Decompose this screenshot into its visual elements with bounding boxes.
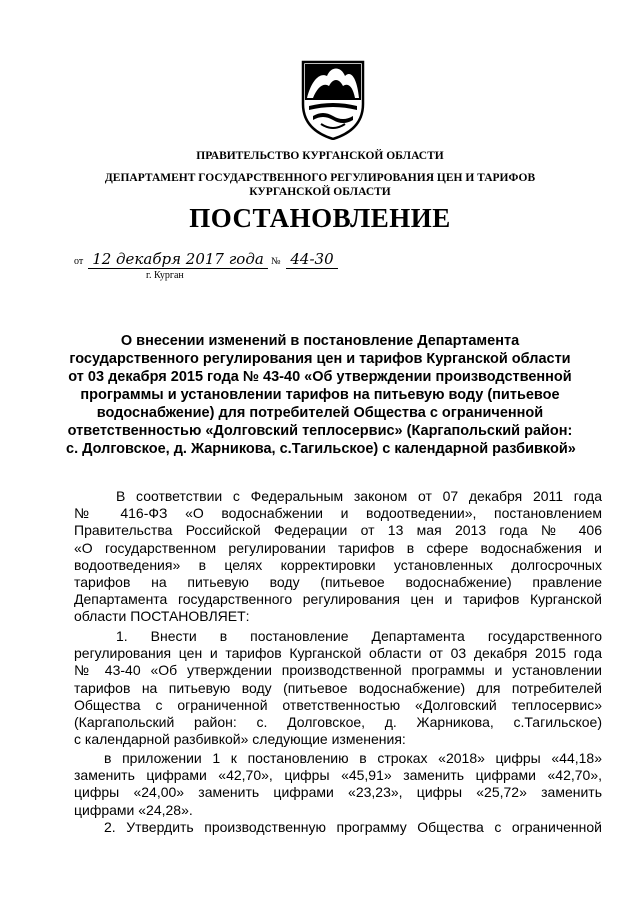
- title-line: государственного регулирования цен и тарифов Курганской области: [69, 351, 571, 367]
- date-number-line: [74, 250, 374, 286]
- title-line: ответственностью «Долговский теплосервис» (Каргапольский район:: [67, 423, 573, 439]
- item-1-subparagraph: [74, 750, 602, 819]
- title-line: с. Долговское, д. Жарникова, с.Тагильское) с календарной разбивкой»: [66, 441, 576, 457]
- text-line: заменить цифрами «42,70», цифры «45,91» заменить цифрами «42,70»,: [74, 767, 602, 784]
- text-line: водоотведения» в целях корректировки установленных долгосрочных: [74, 556, 602, 573]
- text-line: цифрами «24,28».: [74, 801, 193, 818]
- handwritten-date: 12 декабря 2017 года: [88, 250, 268, 269]
- text-line: Департамента государственного регулирования цен и тарифов Курганской: [74, 591, 602, 608]
- title-line: программы и установлении тарифов на питьевую воду (питьевое: [80, 387, 560, 403]
- text-line: тарифов на питьевую воду (питьевое водоснабжение) для потребителей: [74, 679, 602, 696]
- text-line: (Каргапольский район: с. Долговское, д. Жарникова, с.Тагильское): [74, 713, 602, 730]
- text-line: 1. Внести в постановление Департамента государственного: [116, 628, 602, 644]
- text-line: регулирования цен и тарифов Курганской области от 03 декабря 2015 года: [74, 645, 602, 662]
- title-line: водоснабжение) для потребителей Общества с ограниченной: [96, 405, 544, 421]
- text-line: тарифов на питьевую воду (питьевое водоснабжение) правление: [74, 573, 602, 590]
- text-line: № 43-40 «Об утверждении производственной программы и установлении: [74, 662, 602, 679]
- date-prefix: от: [74, 256, 84, 267]
- department-name-line2: КУРГАНСКОЙ ОБЛАСТИ: [249, 186, 391, 198]
- text-line: Правительства Российской Федерации от 13 мая 2013 года № 406: [74, 522, 602, 539]
- title-line: от 03 декабря 2015 года № 43-40 «Об утверждении производственной: [68, 369, 572, 385]
- text-line: с календарной разбивкой» следующие изменения:: [74, 731, 406, 748]
- coat-of-arms-emblem: [299, 60, 367, 140]
- text-line: Общества с ограниченной ответственностью «Долговский теплосервис»: [74, 696, 602, 713]
- handwritten-number: 44-30: [286, 250, 338, 269]
- item-1-paragraph: [74, 628, 602, 748]
- title-line: О внесении изменений в постановление Департамента: [120, 333, 520, 349]
- preamble-paragraph: [74, 488, 602, 626]
- text-line: области ПОСТАНОВЛЯЕТ:: [74, 608, 250, 625]
- city-name: г. Курган: [146, 270, 184, 281]
- department-name-line1: ДЕПАРТАМЕНТ ГОСУДАРСТВЕННОГО РЕГУЛИРОВАНИЯ ЦЕН И ТАРИФОВ: [104, 172, 536, 184]
- number-label: №: [271, 256, 281, 267]
- text-line: В соответствии с Федеральным законом от 07 декабря 2011 года: [116, 488, 602, 504]
- document-type-heading: ПОСТАНОВЛЕНИЕ: [189, 203, 451, 233]
- item-2-paragraph: [74, 819, 602, 836]
- text-line: в приложении 1 к постановлению в строках «2018» цифры «44,18»: [104, 750, 602, 766]
- text-line: цифры «24,00» заменить цифрами «23,23», цифры «25,72» заменить: [74, 784, 602, 801]
- text-line: 2. Утвердить производственную программу Общества с ограниченной: [104, 819, 602, 835]
- government-name: ПРАВИТЕЛЬСТВО КУРГАНСКОЙ ОБЛАСТИ: [196, 150, 444, 162]
- resolution-title: [66, 332, 574, 458]
- text-line: № 416-ФЗ «О водоснабжении и водоотведении», постановлением: [74, 505, 602, 522]
- text-line: «О государственном регулировании тарифов в сфере водоснабжения и: [74, 539, 602, 556]
